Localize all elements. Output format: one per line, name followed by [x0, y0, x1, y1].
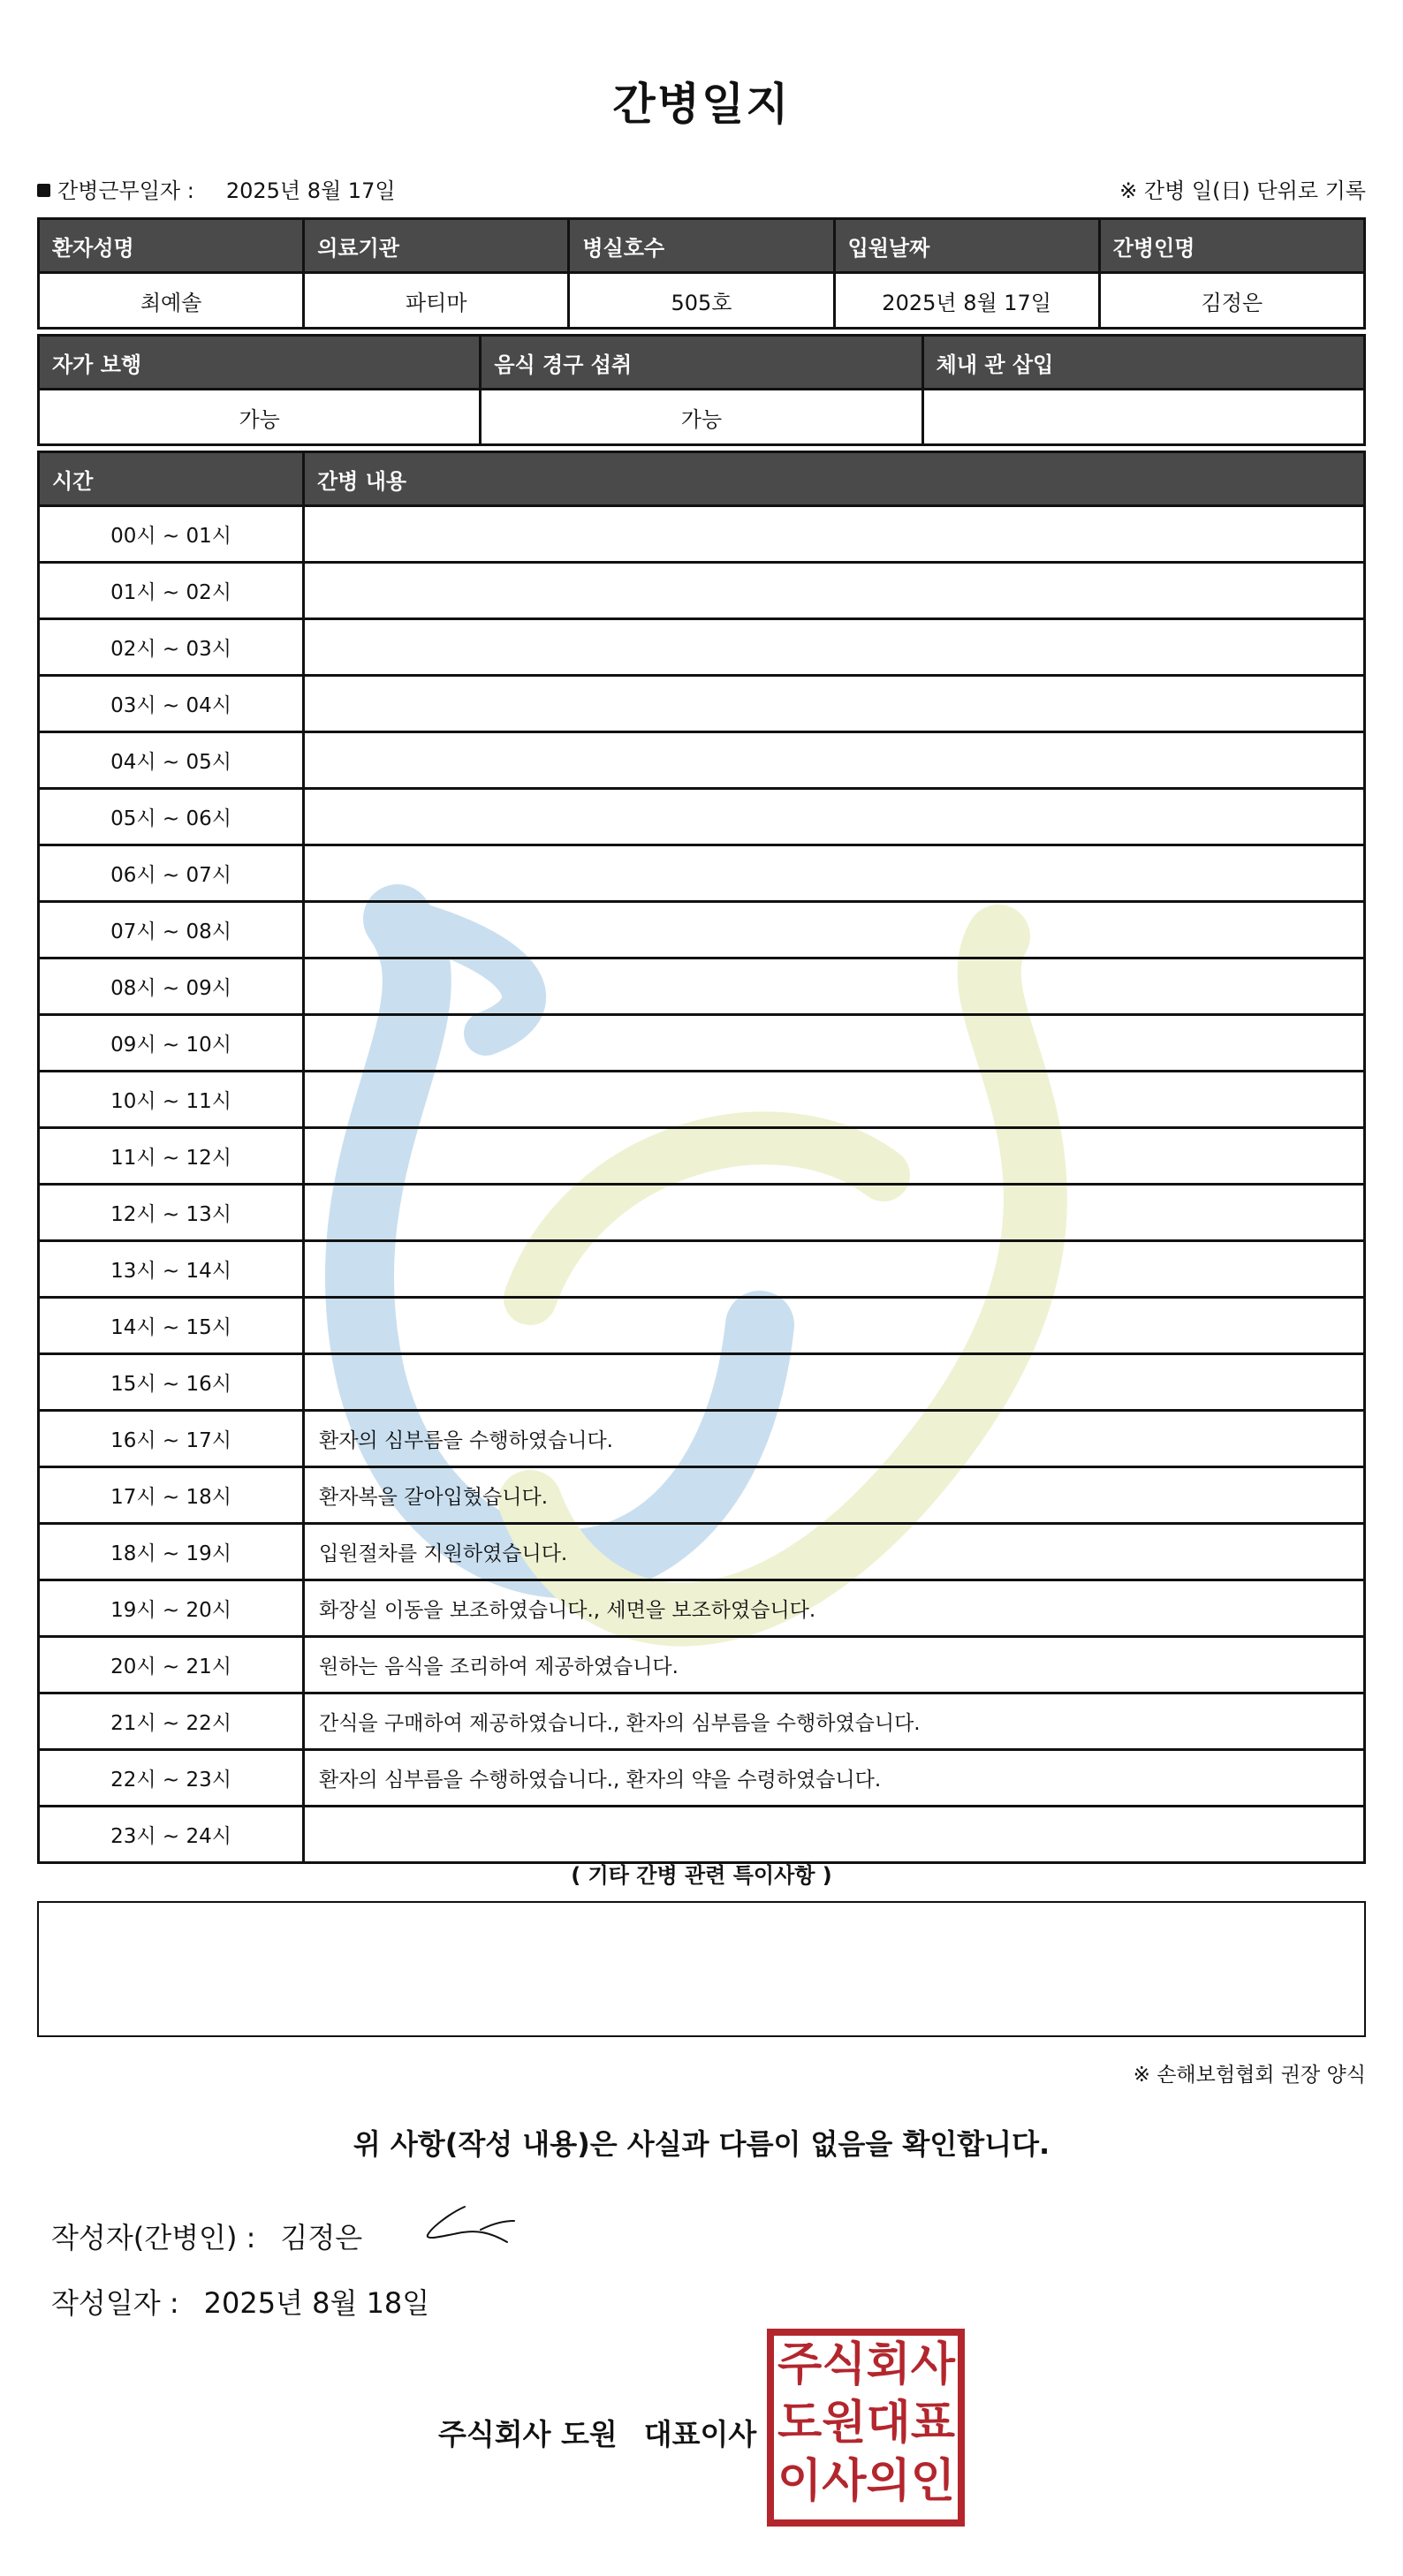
log-time-cell: 12시 ~ 13시 — [39, 1185, 304, 1241]
log-content-cell — [304, 1072, 1365, 1128]
company-role: 대표이사 — [643, 2417, 757, 2451]
header-admission-date: 입원날짜 — [834, 219, 1099, 273]
written-date-value: 2025년 8월 18일 — [203, 2286, 430, 2320]
table-row — [39, 506, 1365, 563]
header-oral-intake: 음식 경구 섭취 — [481, 336, 922, 390]
log-content-cell — [304, 902, 1365, 958]
log-content-cell: 환자의 심부름을 수행하였습니다. — [304, 1411, 1365, 1467]
table-row — [39, 1354, 1365, 1411]
table-row — [39, 1524, 1365, 1580]
log-time-cell: 09시 ~ 10시 — [39, 1015, 304, 1072]
writer-line — [51, 2216, 362, 2256]
handwritten-signature — [422, 2198, 519, 2251]
log-time-cell: 02시 ~ 03시 — [39, 619, 304, 676]
header-room-number: 병실호수 — [569, 219, 834, 273]
table-row — [39, 676, 1365, 732]
log-time-cell: 20시 ~ 21시 — [39, 1637, 304, 1693]
log-content-cell: 원하는 음식을 조리하여 제공하였습니다. — [304, 1637, 1365, 1693]
table-row — [39, 902, 1365, 958]
caregiver-name: 김정은 — [1099, 273, 1364, 329]
log-time-cell: 19시 ~ 20시 — [39, 1580, 304, 1637]
log-content-cell — [304, 506, 1365, 563]
log-time-cell: 21시 ~ 22시 — [39, 1693, 304, 1750]
log-time-cell: 04시 ~ 05시 — [39, 732, 304, 789]
log-time-cell: 11시 ~ 12시 — [39, 1128, 304, 1185]
log-content-cell: 환자복을 갈아입혔습니다. — [304, 1467, 1365, 1524]
writer-name: 김정은 — [280, 2221, 363, 2254]
table-row — [39, 1411, 1365, 1467]
table-row — [39, 1072, 1365, 1128]
log-content-cell — [304, 1298, 1365, 1354]
log-content-cell — [304, 1807, 1365, 1863]
hospital: 파티마 — [304, 273, 569, 329]
table-row — [39, 958, 1365, 1015]
work-date-label: 간병근무일자 : — [57, 178, 194, 203]
table-row — [39, 1015, 1365, 1072]
log-content-cell — [304, 732, 1365, 789]
special-notes-box — [37, 1901, 1366, 2037]
tube-insertion — [922, 390, 1364, 445]
log-content-cell — [304, 789, 1365, 845]
log-content-cell: 환자의 심부름을 수행하였습니다., 환자의 약을 수령하였습니다. — [304, 1750, 1365, 1807]
seal-row: 이 사 의 인 — [777, 2455, 955, 2508]
patient-info-table — [37, 217, 1366, 330]
log-content-cell: 간식을 구매하여 제공하였습니다., 환자의 심부름을 수행하였습니다. — [304, 1693, 1365, 1750]
table-row — [39, 1807, 1365, 1863]
self-walking: 가능 — [39, 390, 481, 445]
table-row — [39, 563, 1365, 619]
log-time-cell: 14시 ~ 15시 — [39, 1298, 304, 1354]
table-row — [39, 1750, 1365, 1807]
log-time-cell: 17시 ~ 18시 — [39, 1467, 304, 1524]
header-time: 시간 — [39, 452, 304, 506]
log-content-cell — [304, 1128, 1365, 1185]
room-number: 505호 — [569, 273, 834, 329]
table-row — [39, 1580, 1365, 1637]
log-time-cell: 05시 ~ 06시 — [39, 789, 304, 845]
log-content-cell — [304, 1015, 1365, 1072]
log-time-cell: 01시 ~ 02시 — [39, 563, 304, 619]
writer-label: 작성자(간병인) : — [51, 2221, 256, 2254]
log-time-cell: 03시 ~ 04시 — [39, 676, 304, 732]
seal-row: 도 원 대 표 — [777, 2397, 955, 2450]
written-date-line — [51, 2281, 429, 2322]
log-content-cell — [304, 845, 1365, 902]
log-time-cell: 10시 ~ 11시 — [39, 1072, 304, 1128]
oral-intake: 가능 — [481, 390, 922, 445]
patient-status-table — [37, 334, 1366, 446]
log-time-cell: 16시 ~ 17시 — [39, 1411, 304, 1467]
admission-date: 2025년 8월 17일 — [834, 273, 1099, 329]
patient-name: 최예솔 — [39, 273, 304, 329]
header-hospital: 의료기관 — [304, 219, 569, 273]
log-content-cell — [304, 676, 1365, 732]
company-line — [438, 2412, 756, 2453]
document-title: 간병일지 — [612, 79, 791, 130]
log-content-cell — [304, 1241, 1365, 1298]
recommend-note: ※ 손해보험협회 권장 양식 — [1133, 2064, 1366, 2087]
header-patient-name: 환자성명 — [39, 219, 304, 273]
company-seal-stamp — [767, 2329, 965, 2527]
table-row — [39, 1693, 1365, 1750]
company-name: 주식회사 도원 — [438, 2417, 618, 2451]
work-date-line — [37, 173, 396, 204]
log-content-cell — [304, 958, 1365, 1015]
table-row — [39, 1637, 1365, 1693]
table-row — [39, 1298, 1365, 1354]
log-content-cell: 입원절차를 지원하였습니다. — [304, 1524, 1365, 1580]
header-tube-insertion: 체내 관 삽입 — [922, 336, 1364, 390]
table-row — [39, 1467, 1365, 1524]
seal-row: 주 식 회 사 — [777, 2338, 955, 2391]
table-row — [39, 619, 1365, 676]
care-log-table — [37, 451, 1366, 1864]
header-self-walking: 자가 보행 — [39, 336, 481, 390]
log-content-cell — [304, 619, 1365, 676]
log-time-cell: 06시 ~ 07시 — [39, 845, 304, 902]
log-content-cell — [304, 563, 1365, 619]
bullet-square-icon — [37, 184, 50, 197]
log-time-cell: 07시 ~ 08시 — [39, 902, 304, 958]
log-time-cell: 22시 ~ 23시 — [39, 1750, 304, 1807]
written-date-label: 작성일자 : — [51, 2286, 179, 2320]
log-time-cell: 08시 ~ 09시 — [39, 958, 304, 1015]
daily-record-note: ※ 간병 일(日) 단위로 기록 — [1119, 178, 1366, 203]
confirmation-statement: 위 사항(작성 내용)은 사실과 다름이 없음을 확인합니다. — [353, 2127, 1050, 2161]
table-row — [39, 732, 1365, 789]
log-time-cell: 13시 ~ 14시 — [39, 1241, 304, 1298]
table-row — [39, 789, 1365, 845]
log-content-cell — [304, 1354, 1365, 1411]
table-row — [39, 1128, 1365, 1185]
header-caregiver-name: 간병인명 — [1099, 219, 1364, 273]
log-time-cell: 18시 ~ 19시 — [39, 1524, 304, 1580]
table-row — [39, 845, 1365, 902]
table-row — [39, 1185, 1365, 1241]
log-content-cell: 화장실 이동을 보조하였습니다., 세면을 보조하였습니다. — [304, 1580, 1365, 1637]
special-notes-title: ( 기타 간병 관련 특이사항 ) — [571, 1863, 832, 1888]
log-time-cell: 00시 ~ 01시 — [39, 506, 304, 563]
work-date-value: 2025년 8월 17일 — [225, 178, 396, 203]
log-time-cell: 15시 ~ 16시 — [39, 1354, 304, 1411]
header-care-content: 간병 내용 — [304, 452, 1365, 506]
table-row — [39, 1241, 1365, 1298]
log-time-cell: 23시 ~ 24시 — [39, 1807, 304, 1863]
log-content-cell — [304, 1185, 1365, 1241]
